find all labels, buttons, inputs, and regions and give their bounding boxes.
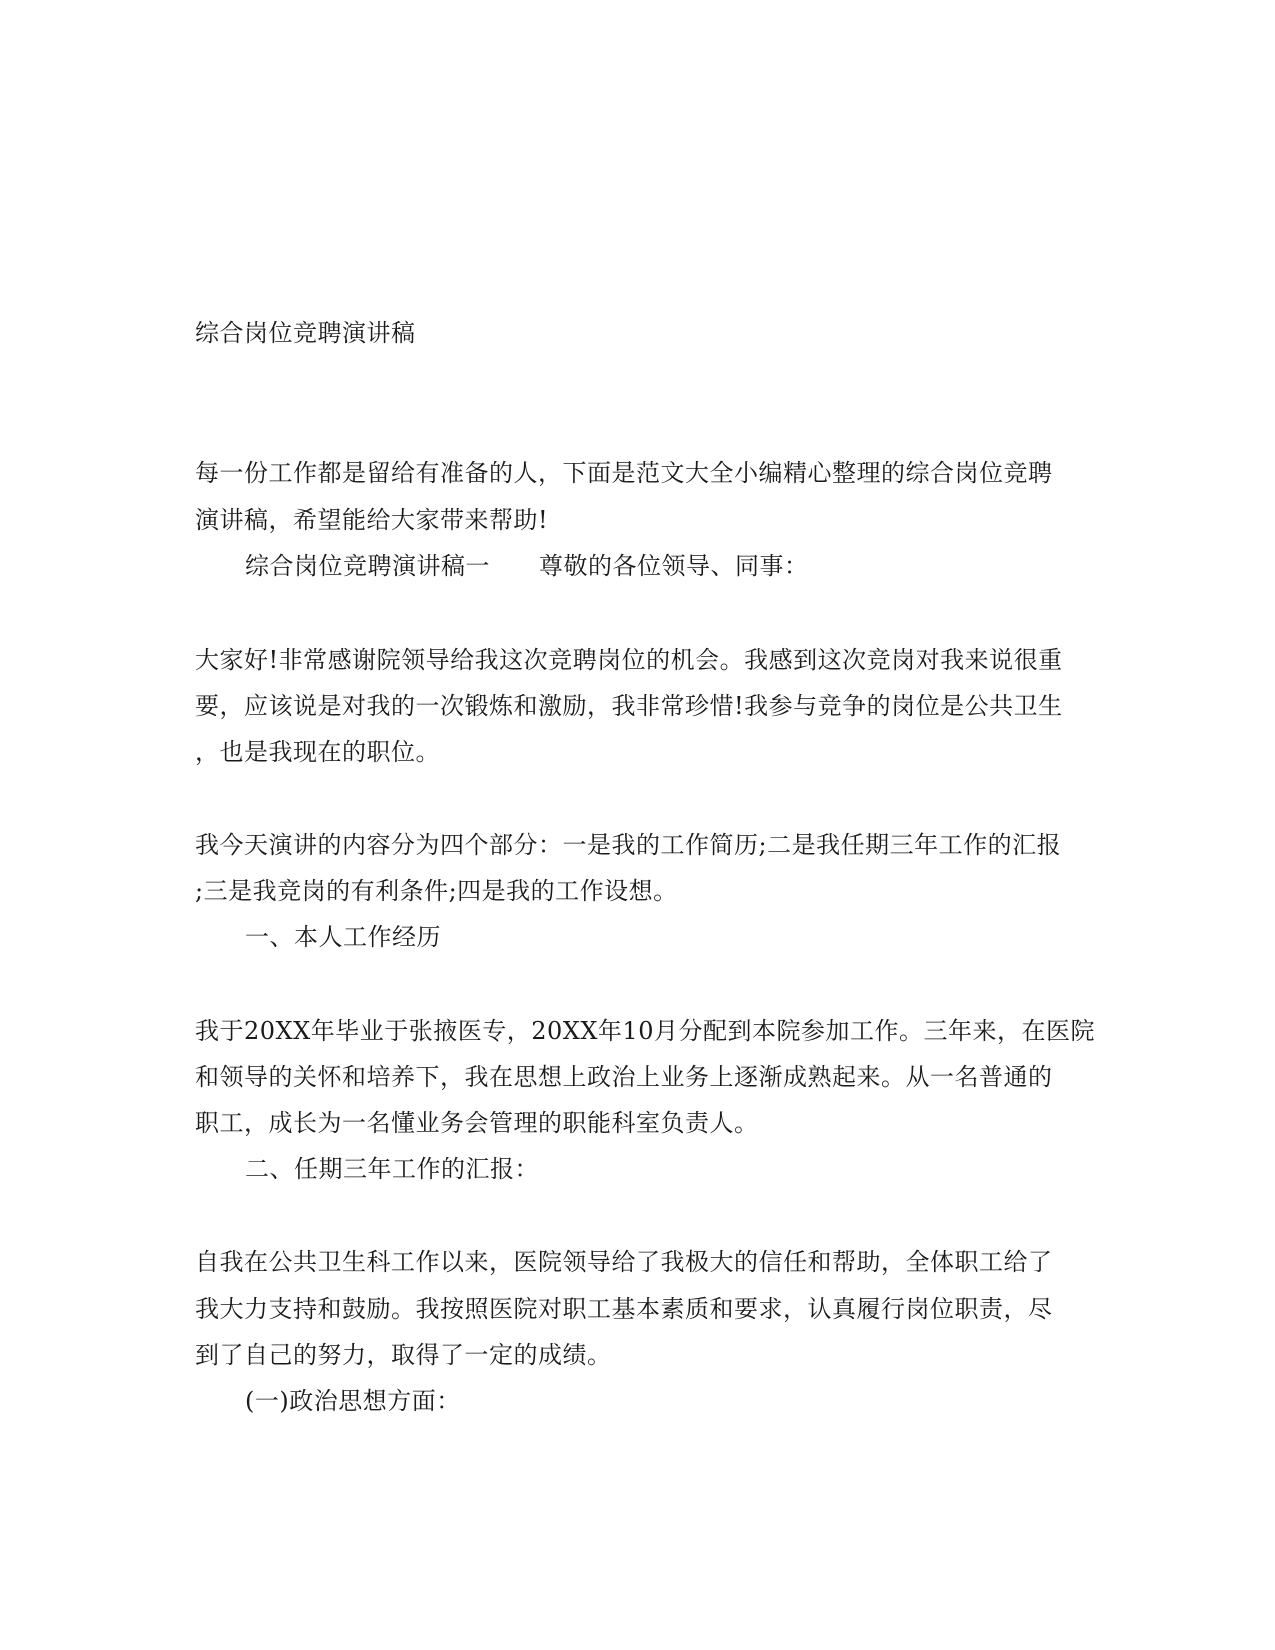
- greeting-line: 综合岗位竞聘演讲稿一 尊敬的各位领导、同事：: [245, 552, 809, 580]
- subsection-heading-1: (一)政治思想方面：: [245, 1387, 461, 1415]
- para-report-line-2: 我大力支持和鼓励。我按照医院对职工基本素质和要求，认真履行岗位职责，尽: [195, 1295, 1053, 1323]
- intro-line-1: 每一份工作都是留给有准备的人，下面是范文大全小编精心整理的综合岗位竞聘: [195, 459, 1053, 487]
- para-experience-line-3: 职工，成长为一名懂业务会管理的职能科室负责人。: [195, 1109, 759, 1137]
- para-experience-line-2: 和领导的关怀和培养下，我在思想上政治上业务上逐渐成熟起来。从一名普通的: [195, 1063, 1053, 1091]
- para-outline-line-2: ;三是我竞岗的有利条件;四是我的工作设想。: [195, 877, 678, 905]
- section-heading-2: 二、任期三年工作的汇报：: [245, 1155, 539, 1183]
- section-heading-1: 一、本人工作经历: [245, 923, 441, 951]
- para-thanks-line-2: 要，应该说是对我的一次锻炼和激励，我非常珍惜!我参与竞争的岗位是公共卫生: [195, 692, 1063, 720]
- para-thanks-line-3: ，也是我现在的职位。: [195, 738, 440, 766]
- intro-line-2: 演讲稿，希望能给大家带来帮助!: [195, 506, 549, 534]
- para-thanks-line-1: 大家好!非常感谢院领导给我这次竞聘岗位的机会。我感到这次竞岗对我来说很重: [195, 646, 1063, 674]
- document-title: 综合岗位竞聘演讲稿: [195, 319, 416, 347]
- para-report-line-3: 到了自己的努力，取得了一定的成绩。: [195, 1341, 612, 1369]
- para-experience-line-1: 我于20XX年毕业于张掖医专，20XX年10月分配到本院参加工作。三年来，在医院: [195, 1017, 1095, 1045]
- para-outline-line-1: 我今天演讲的内容分为四个部分：一是我的工作简历;二是我任期三年工作的汇报: [195, 831, 1062, 859]
- para-report-line-1: 自我在公共卫生科工作以来，医院领导给了我极大的信任和帮助，全体职工给了: [195, 1248, 1053, 1276]
